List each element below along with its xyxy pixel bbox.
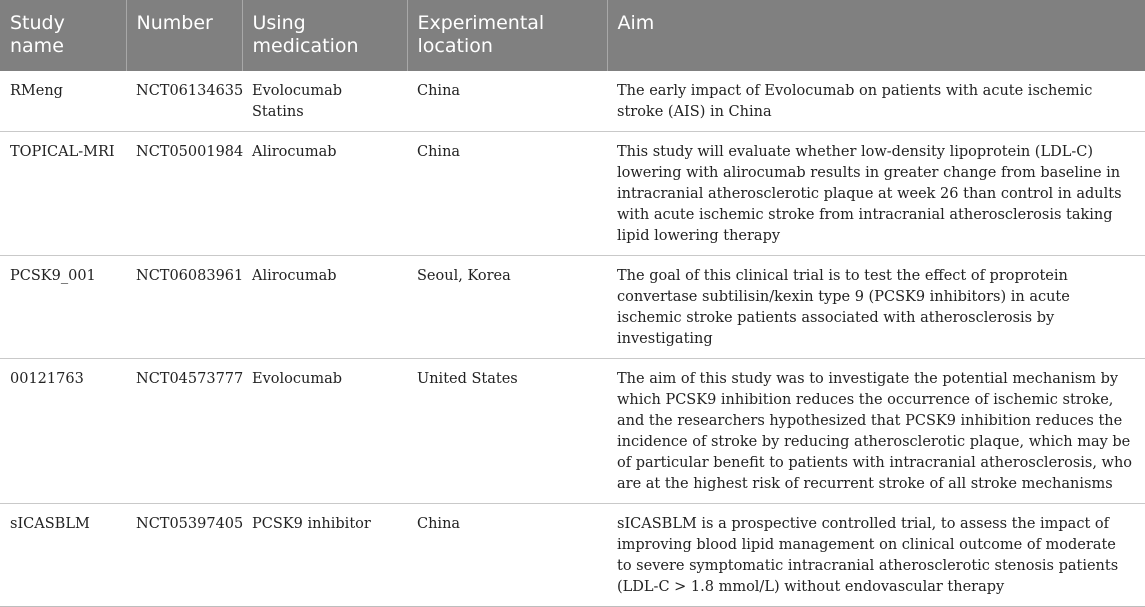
cell-aim: The early impact of Evolocumab on patients with acute ischemic stroke (AIS) in China: [607, 71, 1145, 132]
cell-number: NCT06083961: [126, 256, 242, 359]
cell-location: China: [407, 504, 607, 607]
cell-medication: Alirocumab: [242, 132, 407, 256]
cell-location: China: [407, 71, 607, 132]
cell-medication: Alirocumab: [242, 256, 407, 359]
cell-location: China: [407, 132, 607, 256]
cell-study-name: sICASBLM: [0, 504, 126, 607]
cell-location: Seoul, Korea: [407, 256, 607, 359]
cell-medication: PCSK9 inhibitor: [242, 504, 407, 607]
cell-number: NCT05001984: [126, 132, 242, 256]
header-using-medication: Using medication: [242, 0, 407, 71]
header-study-name: Study name: [0, 0, 126, 71]
cell-aim: The aim of this study was to investigate the potential mechanism by which PCSK9 inhibition reduces the occurrence of ischemic stroke, and the researchers hypothesized that PCSK9 inhibition reduces the incidence of stroke by reducing atherosclerotic plaque, which may be of particular benefit to patients with intracranial atherosclerosis, who are at the highest risk of recurrent stroke of all stroke mechanisms: [607, 359, 1145, 504]
table-row: [0, 359, 1145, 504]
cell-study-name: PCSK9_001: [0, 256, 126, 359]
cell-number: NCT04573777: [126, 359, 242, 504]
cell-number: NCT06134635: [126, 71, 242, 132]
cell-medication: Evolocumab: [242, 359, 407, 504]
table-row: [0, 132, 1145, 256]
header-experimental-location: Experimental location: [407, 0, 607, 71]
cell-number: NCT05397405: [126, 504, 242, 607]
cell-medication: Evolocumab Statins: [242, 71, 407, 132]
header-aim: Aim: [607, 0, 1145, 71]
cell-aim: The goal of this clinical trial is to test the effect of proprotein convertase subtilisin/kexin type 9 (PCSK9 inhibitors) in acute ischemic stroke patients associated with atherosclerosis by investigating: [607, 256, 1145, 359]
header-number: Number: [126, 0, 242, 71]
cell-aim: This study will evaluate whether low-density lipoprotein (LDL-C) lowering with alirocumab results in greater change from baseline in intracranial atherosclerotic plaque at week 26 than control in adults with acute ischemic stroke from intracranial atherosclerosis taking lipid lowering therapy: [607, 132, 1145, 256]
table-header: [0, 0, 1145, 71]
cell-study-name: TOPICAL-MRI: [0, 132, 126, 256]
table-row: [0, 256, 1145, 359]
cell-study-name: 00121763: [0, 359, 126, 504]
cell-location: United States: [407, 359, 607, 504]
table-row: [0, 71, 1145, 132]
table-row: [0, 504, 1145, 607]
header-row: [0, 0, 1145, 71]
table-body: [0, 71, 1145, 607]
cell-study-name: RMeng: [0, 71, 126, 132]
cell-aim: sICASBLM is a prospective controlled trial, to assess the impact of improving blood lipid management on clinical outcome of moderate to severe symptomatic intracranial atherosclerotic stenosis patients (LDL-C > 1.8 mmol/L) without endovascular therapy: [607, 504, 1145, 607]
